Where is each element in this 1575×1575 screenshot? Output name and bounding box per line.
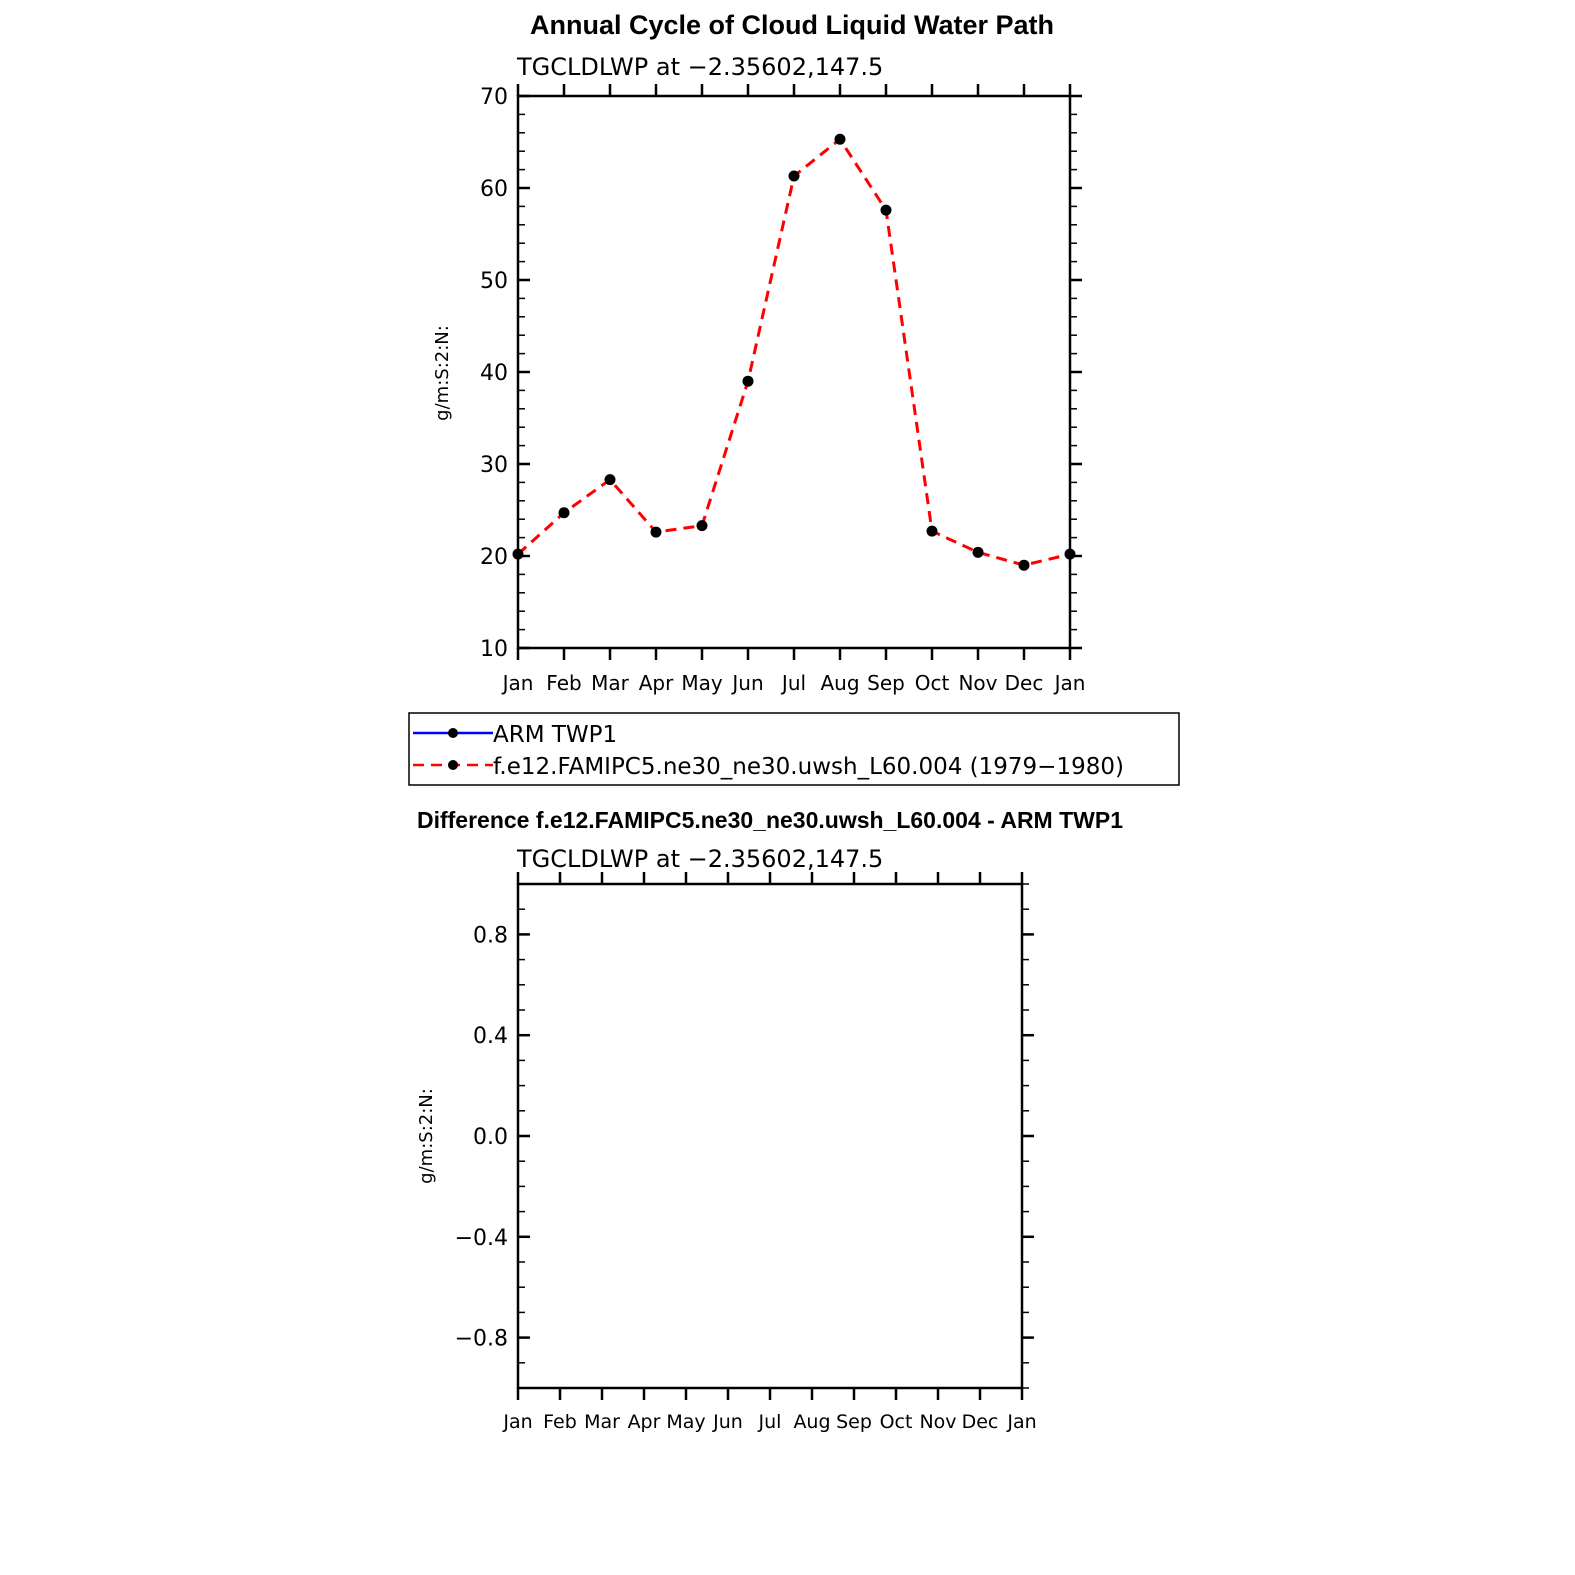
x-tick-label: May	[681, 671, 723, 695]
y-tick-label: 10	[480, 637, 508, 662]
chart1-y-axis	[480, 85, 1082, 662]
legend-label-arm: ARM TWP1	[493, 722, 618, 748]
chart2-y-axis	[455, 884, 1034, 1388]
y-tick-label: 20	[480, 545, 508, 570]
x-tick-label: Jun	[713, 1411, 743, 1433]
data-point	[651, 527, 662, 538]
x-tick-label: Jan	[1007, 1411, 1037, 1433]
x-tick-label: Aug	[820, 671, 860, 695]
data-point	[927, 526, 938, 537]
data-point	[743, 376, 754, 387]
data-point	[559, 507, 570, 518]
x-tick-label: Jan	[1054, 671, 1086, 695]
x-tick-label: Apr	[638, 671, 674, 695]
x-tick-label: Oct	[914, 671, 950, 695]
difference-chart	[416, 807, 1123, 1433]
y-tick-label: 30	[480, 453, 508, 478]
y-tick-label: 60	[480, 177, 508, 202]
chart1-series	[513, 134, 1076, 571]
x-tick-label: Sep	[836, 1411, 872, 1433]
legend-marker-arm	[448, 728, 458, 738]
y-tick-label: 0.8	[473, 923, 508, 949]
x-tick-label: Jan	[502, 671, 534, 695]
y-tick-label: 0.4	[473, 1024, 508, 1050]
chart2-x-axis	[502, 872, 1036, 1433]
y-tick-label: −0.4	[454, 1225, 508, 1251]
y-tick-label: −0.8	[454, 1326, 508, 1352]
y-tick-label: 40	[480, 361, 508, 386]
x-tick-label: Mar	[591, 671, 629, 695]
chart1-title: Annual Cycle of Cloud Liquid Water Path	[529, 10, 1055, 40]
legend	[409, 713, 1179, 785]
x-tick-label: Oct	[879, 1411, 913, 1433]
data-point	[605, 474, 616, 485]
chart2-title: Difference f.e12.FAMIPC5.ne30_ne30.uwsh_L60.004 - ARM TWP1	[416, 807, 1124, 833]
y-tick-label: 50	[480, 269, 508, 294]
data-point	[881, 205, 892, 216]
y-tick-label: 70	[480, 85, 508, 110]
x-tick-label: Jul	[758, 1411, 782, 1433]
chart2-ylabel: g/m:S:2:N:	[416, 1088, 437, 1184]
data-point	[697, 520, 708, 531]
chart2-subtitle: TGCLDLWP at −2.35602,147.5	[517, 845, 884, 873]
x-tick-label: Feb	[546, 671, 582, 695]
annual-cycle-chart	[432, 10, 1085, 695]
x-tick-label: Jan	[503, 1411, 533, 1433]
data-point	[789, 171, 800, 182]
x-tick-label: May	[666, 1411, 706, 1433]
x-tick-label: Jul	[781, 671, 807, 695]
data-point	[973, 547, 984, 558]
x-tick-label: Nov	[919, 1411, 957, 1433]
x-tick-label: Nov	[958, 671, 998, 695]
x-tick-label: Apr	[627, 1411, 661, 1433]
x-tick-label: Mar	[584, 1411, 620, 1433]
y-tick-label: 0.0	[473, 1125, 508, 1150]
chart1-ylabel: g/m:S:2:N:	[432, 325, 453, 421]
chart2-plot-frame	[518, 884, 1022, 1388]
x-tick-label: Sep	[867, 671, 905, 695]
legend-marker-model	[448, 760, 458, 770]
x-tick-label: Dec	[961, 1411, 999, 1433]
data-point	[835, 134, 846, 145]
legend-label-model: f.e12.FAMIPC5.ne30_ne30.uwsh_L60.004 (1979−1980)	[493, 754, 1124, 780]
chart1-subtitle: TGCLDLWP at −2.35602,147.5	[517, 53, 884, 81]
x-tick-label: Dec	[1004, 671, 1044, 695]
x-tick-label: Feb	[543, 1411, 577, 1433]
series-line-1	[518, 139, 1070, 565]
x-tick-label: Jun	[732, 671, 764, 695]
data-point	[1019, 560, 1030, 571]
x-tick-label: Aug	[793, 1411, 831, 1433]
